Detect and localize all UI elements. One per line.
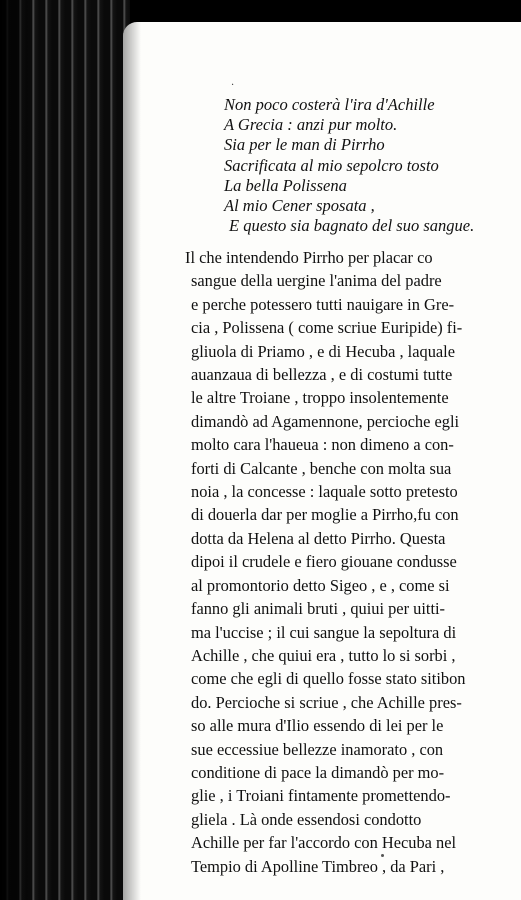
verse-line: E questo sia bagnato del suo sangue. xyxy=(229,216,475,236)
prose-block xyxy=(185,246,517,878)
prose-line: Tempio di Apolline Timbreo , da Pari , xyxy=(191,856,445,876)
prose-line: Achille per far l'accordo con Hecuba nel xyxy=(191,833,457,853)
prose-line: dipoi il crudele e fiero giouane condusse xyxy=(191,552,457,572)
prose-line: forti di Calcante , benche con molta sua xyxy=(191,458,452,478)
verse-line: Sia per le man di Pirrho xyxy=(224,135,385,155)
book-binding xyxy=(0,0,130,900)
prose-line: gliuola di Priamo , e di Hecuba , laquale xyxy=(191,341,455,361)
prose-line: sangue della uergine l'anima del padre xyxy=(191,271,442,291)
prose-line: cia , Polissena ( come scriue Euripide) fi- xyxy=(191,318,463,338)
prose-line: do. Percioche si scriue , che Achille pres- xyxy=(191,692,462,712)
ink-speck xyxy=(381,854,384,857)
verse-line: Non poco costerà l'ira d'Achille xyxy=(224,95,435,114)
prose-line: gliela . Là onde essendosi condotto xyxy=(191,809,422,829)
prose-line: al promontorio detto Sigeo , e , come si xyxy=(191,575,450,595)
prose-line: dimandò ad Agamennone, percioche egli xyxy=(191,411,460,431)
prose-line: sue eccessiue bellezze inamorato , con xyxy=(191,739,444,759)
page-mark: . xyxy=(231,77,235,88)
prose-line: fanno gli animali bruti , quiui per uitti- xyxy=(191,599,446,619)
verse-line: A Grecia : anzi pur molto. xyxy=(224,115,398,135)
prose-line: come che egli di quello fosse stato sitibon xyxy=(191,669,466,689)
prose-line: dotta da Helena al detto Pirrho. Questa xyxy=(191,528,446,548)
verse-line: Sacrificata al mio sepolcro tosto xyxy=(224,155,439,175)
prose-line: glie , i Troiani fintamente promettendo- xyxy=(191,786,451,806)
prose-line: so alle mura d'Ilio essendo di lei per le xyxy=(191,716,444,736)
prose-line: e perche potessero tutti nauigare in Gre- xyxy=(191,294,455,314)
prose-line: ma l'uccise ; il cui sangue la sepoltura di xyxy=(191,622,457,642)
prose-line: auanzaua di bellezza , e di costumi tutte xyxy=(191,365,453,385)
prose-line: di douerla dar per moglie a Pirrho,fu con xyxy=(191,505,459,525)
prose-line: noia , la concesse : laquale sotto pretesto xyxy=(191,482,458,502)
verse-line: Al mio Cener sposata , xyxy=(224,196,375,216)
verse-block xyxy=(224,95,521,236)
prose-line: Il che intendendo Pirrho per placar co xyxy=(185,248,433,267)
prose-line: Achille , che quiui era , tutto lo si sorbi , xyxy=(191,645,456,665)
prose-line: molto cara l'haueua : non dimeno a con- xyxy=(191,435,454,455)
verse-line: La bella Polissena xyxy=(224,175,347,195)
prose-line: conditione di pace la dimandò per mo- xyxy=(191,762,445,782)
prose-line: le altre Troiane , troppo insolentemente xyxy=(191,388,449,408)
book-page xyxy=(123,22,521,900)
